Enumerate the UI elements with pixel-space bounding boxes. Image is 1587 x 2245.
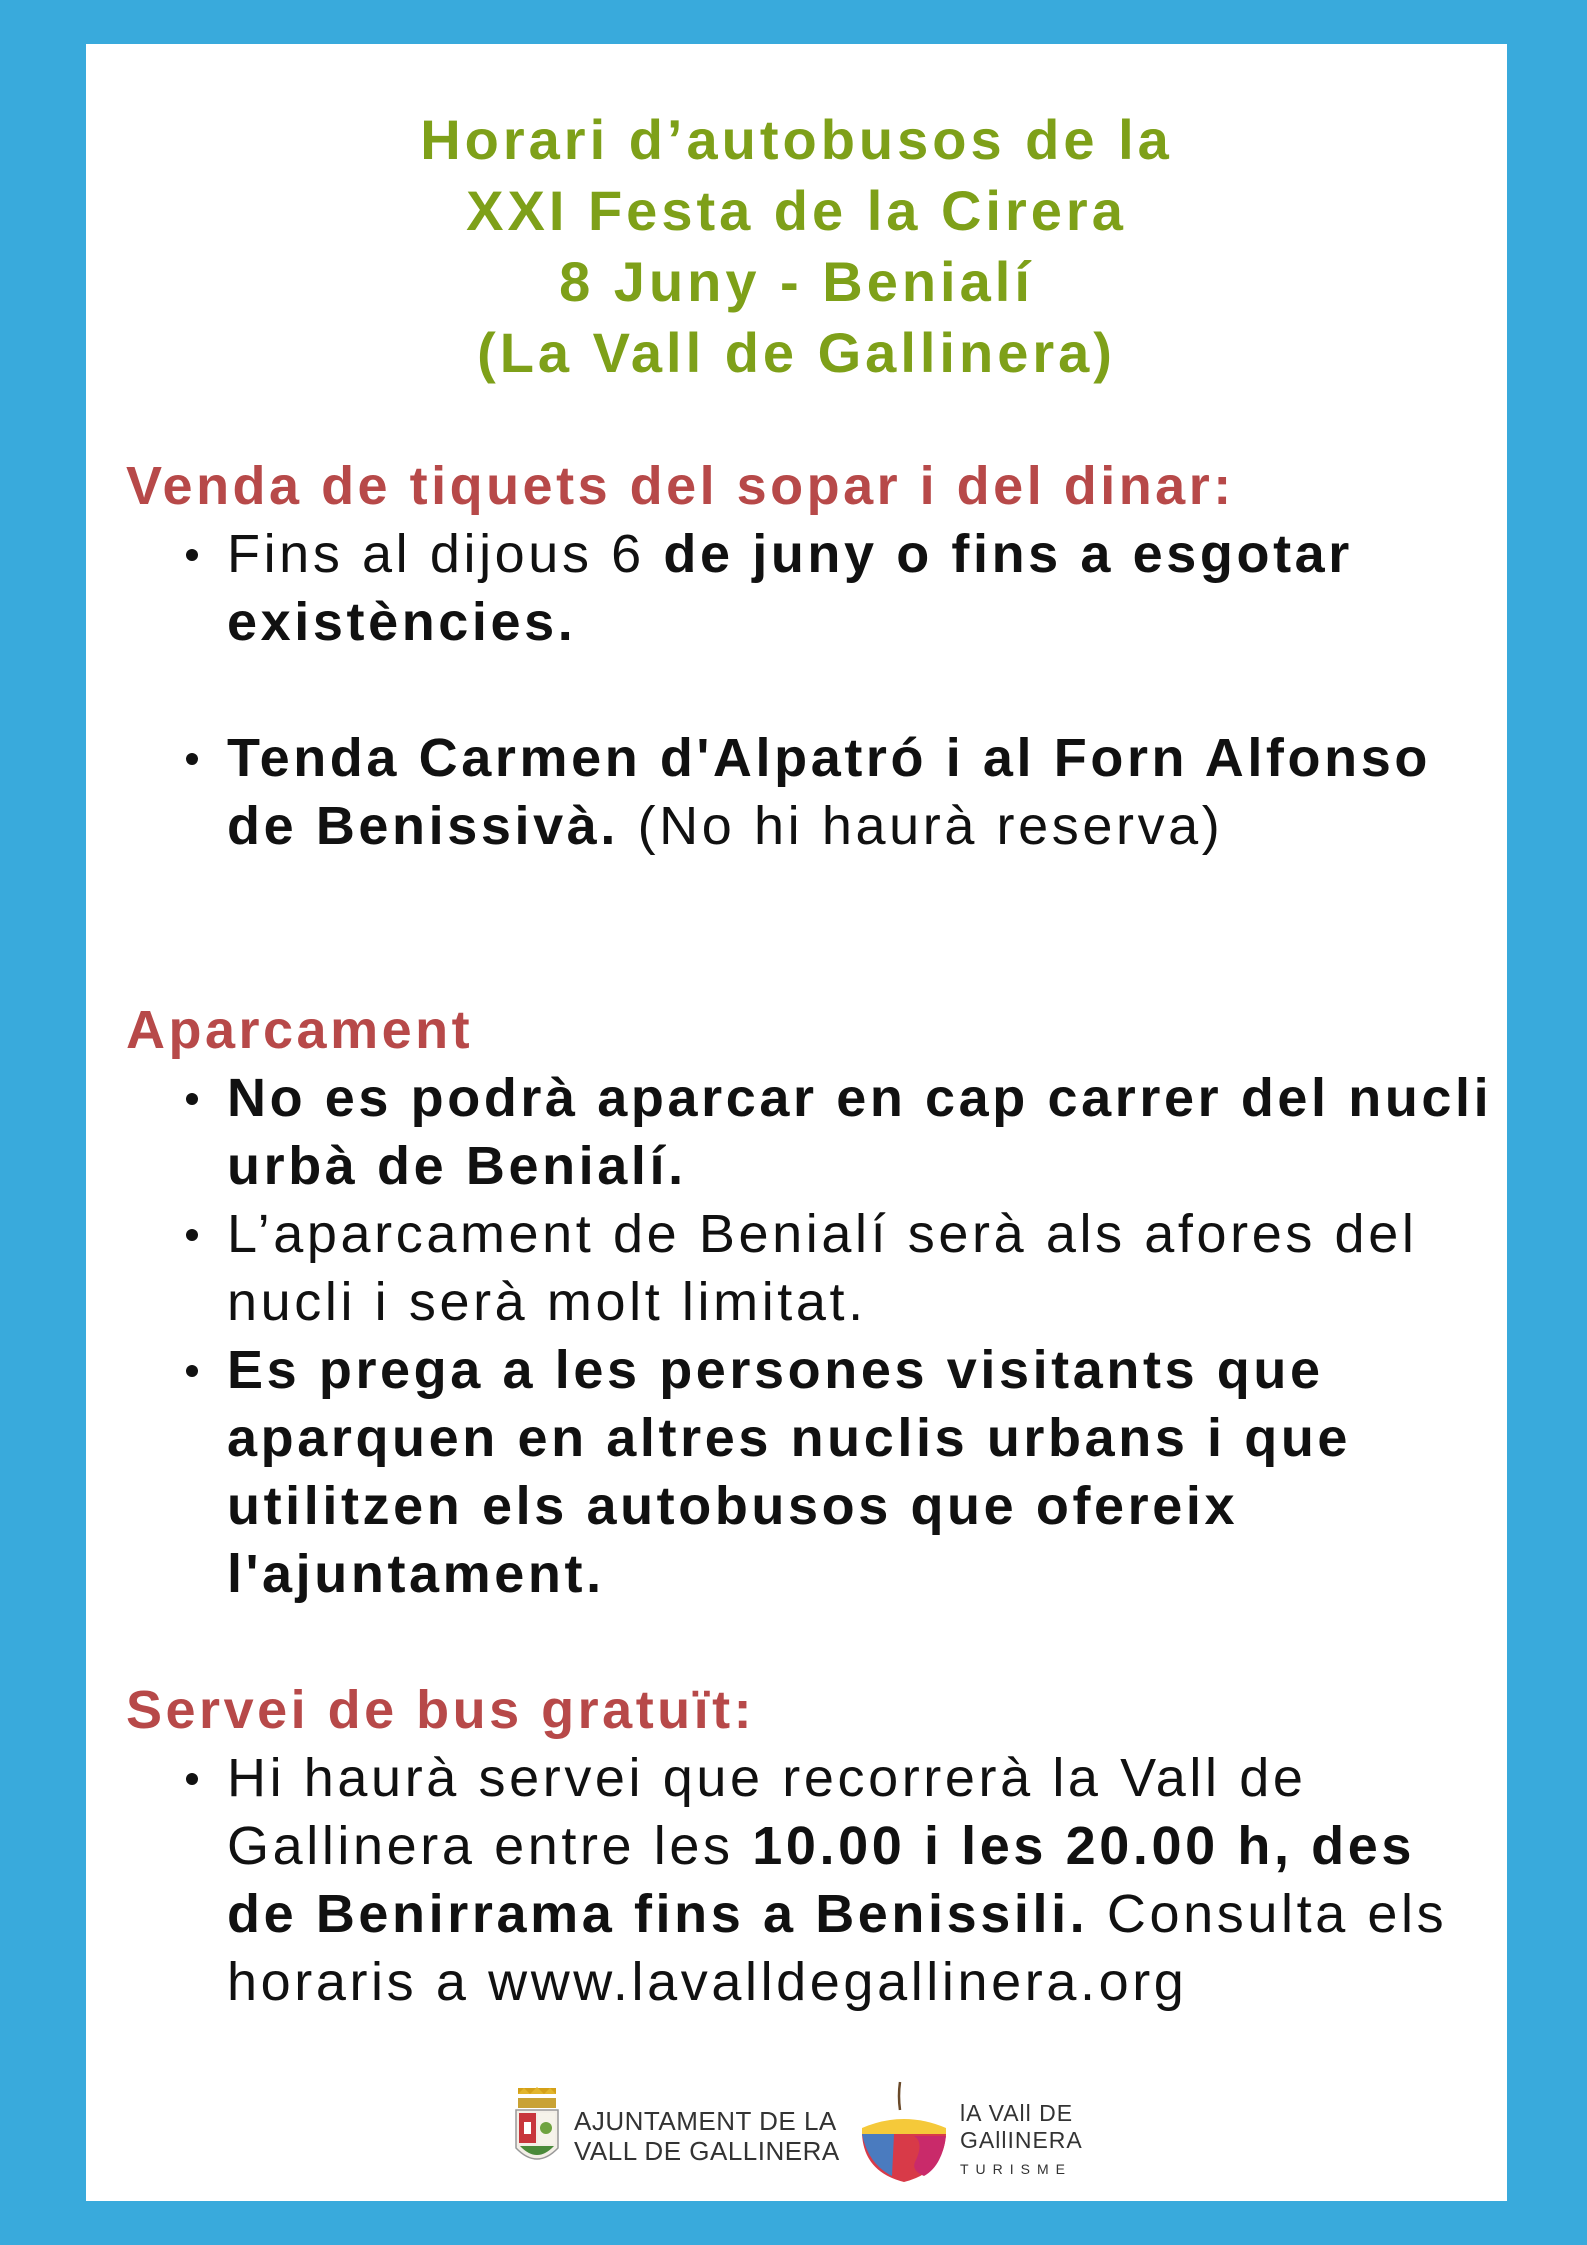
bullet-icon [186,1773,198,1785]
item-text-bold: 10.00 i les 20.00 h, des de Benirrama fins a Benissili. [227,1816,1416,1944]
cherry-bowl-icon [854,2080,954,2190]
item-text: (No hi haurà reserva) [618,796,1224,856]
list-item [126,520,1496,656]
list-item [126,724,1496,860]
item-text-bold: Tenda Carmen d'Alpatró i al Forn Alfonso de Benissivà. [227,728,1431,856]
turisme-logo [854,2080,1114,2190]
list-item [126,1064,1496,1200]
tickets-list [126,520,1496,860]
item-text: Consulta els horaris a www.lavalldegallinera.org [227,1884,1448,2012]
bullet-icon [186,1365,198,1377]
item-text: Fins al dijous 6 [227,524,664,584]
bus-list [126,1744,1496,2016]
bus-heading: Servei de bus gratuït: [126,1680,756,1740]
logos-footer [86,2080,1507,2190]
parking-list [126,1064,1496,1608]
item-text-bold: Es prega a les persones visitants que aparquen en altres nuclis urbans i que utilitzen els autobusos que ofereix l'ajuntament. [227,1340,1352,1604]
bullet-icon [186,1229,198,1241]
parking-heading: Aparcament [126,1000,474,1060]
item-text-bold: No es podrà aparcar en cap carrer del nucli urbà de Benialí. [227,1068,1493,1196]
title-line: 8 Juny - Benialí [559,250,1034,313]
poster-title [86,104,1507,388]
item-text: Hi haurà servei que recorrerà la Vall de Gallinera entre les [227,1748,1307,1876]
item-text: L’aparcament de Benialí serà als afores del nucli i serà molt limitat. [227,1204,1418,1332]
item-text-bold: de juny o fins a esgotar existències. [227,524,1353,652]
poster-card [86,44,1507,2201]
title-line: (La Vall de Gallinera) [477,321,1116,384]
crest-icon [512,2086,562,2170]
title-line: Horari d’autobusos de la [420,108,1173,171]
turisme-logo-text: lA VAll DE GAllINERA TURISME [960,2100,1083,2177]
tickets-heading: Venda de tiquets del sopar i del dinar: [126,456,1235,516]
list-item [126,1200,1496,1336]
bullet-icon [186,549,198,561]
bullet-icon [186,753,198,765]
bullet-icon [186,1093,198,1105]
list-item [126,1336,1496,1608]
title-line: XXI Festa de la Cirera [466,179,1127,242]
ajuntament-logo [512,2086,842,2176]
ajuntament-logo-text: AJUNTAMENT DE LA VALL DE GALLINERA [574,2106,840,2166]
list-item [126,1744,1496,2016]
